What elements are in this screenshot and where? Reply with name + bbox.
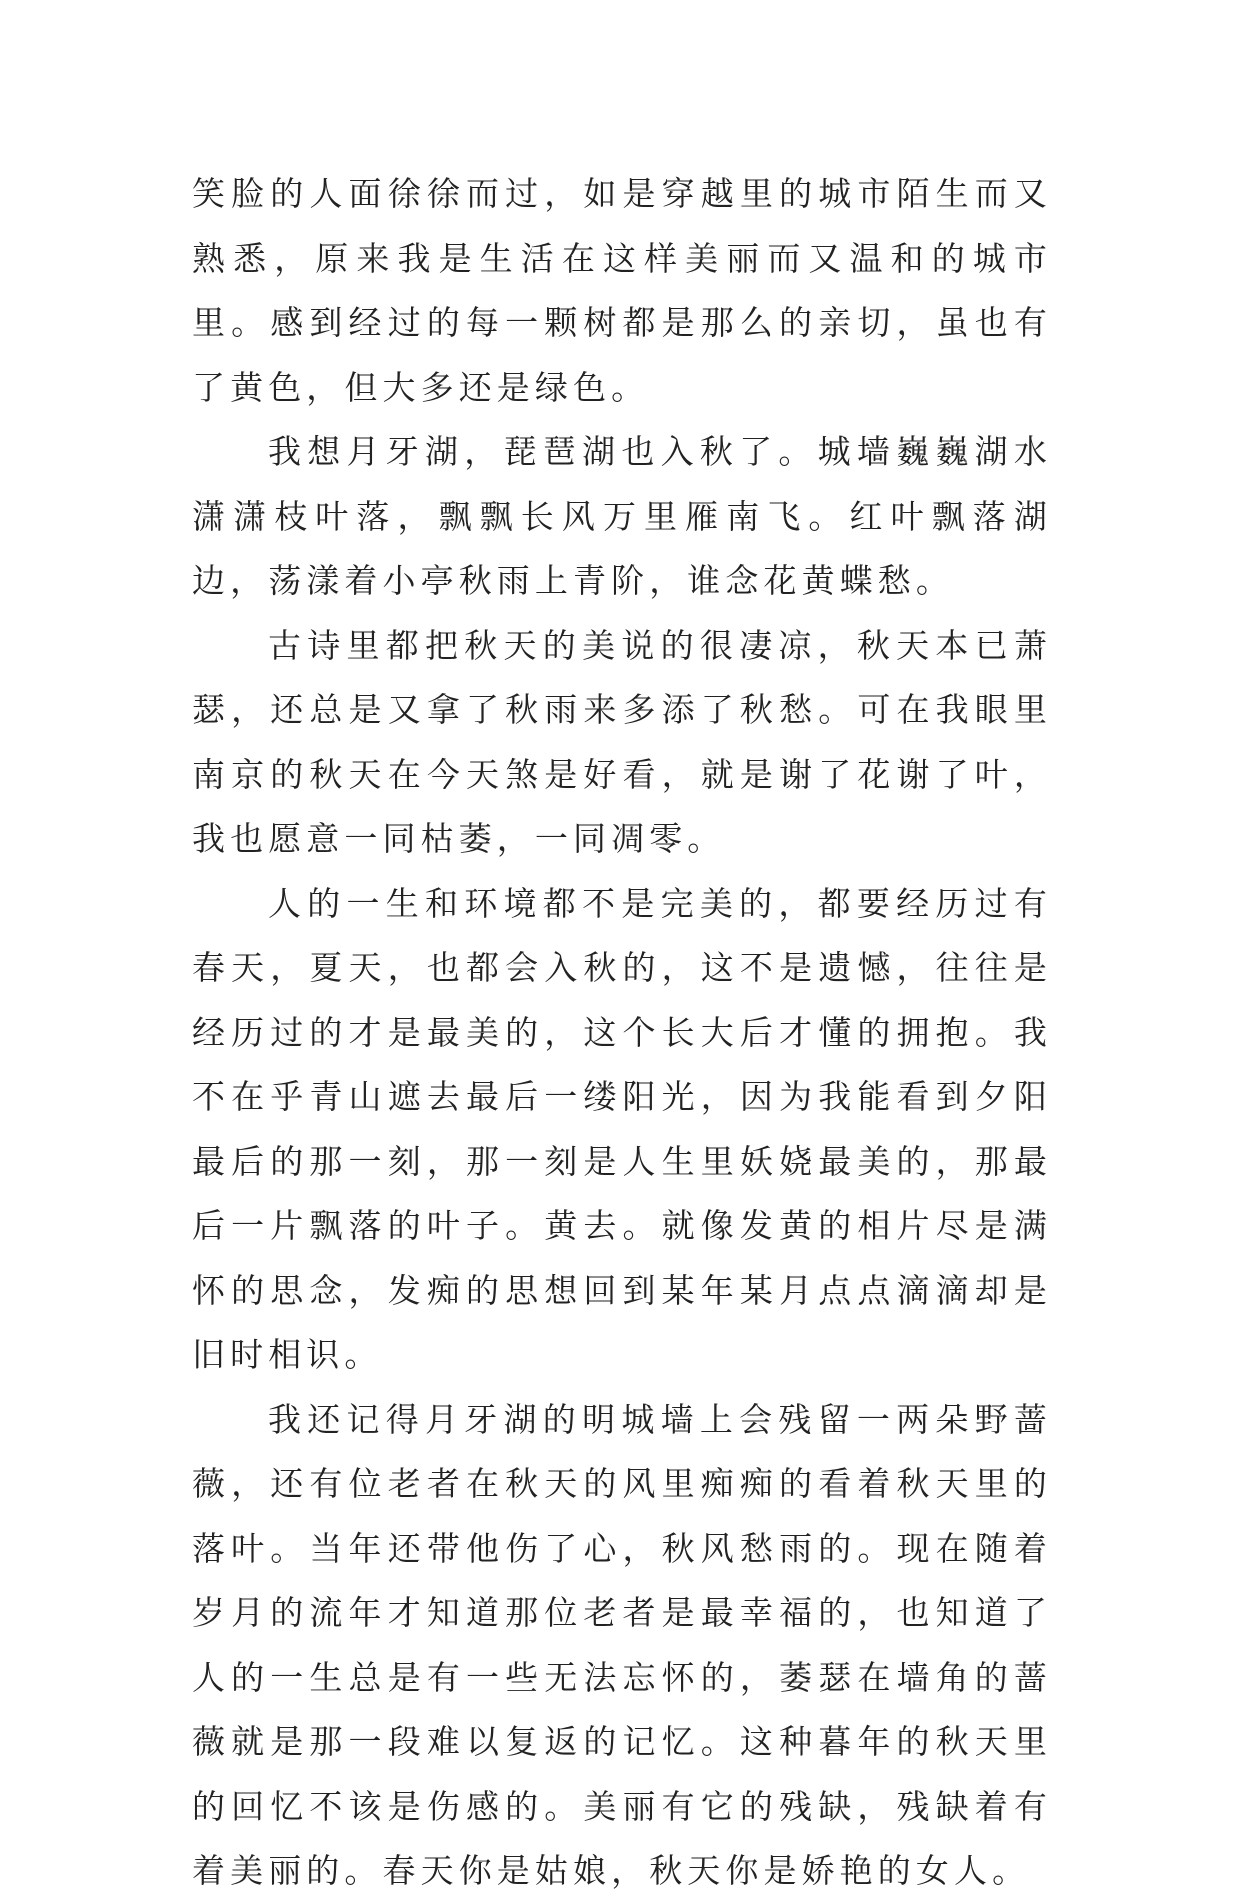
document-body: [192, 162, 1052, 1904]
paragraph-2: 我想月牙湖，琵琶湖也入秋了。城墙巍巍湖水潇潇枝叶落，飘飘长风万里雁南飞。红叶飘落湖边，荡漾着小亭秋雨上青阶，谁念花黄蝶愁。: [192, 432, 1052, 600]
paragraph-5: 我还记得月牙湖的明城墙上会残留一两朵野蔷薇，还有位老者在秋天的风里痴痴的看着秋天里的落叶。当年还带他伤了心，秋风愁雨的。现在随着岁月的流年才知道那位老者是最幸福的，也知道了人的一生总是有一些无法忘怀的，萎瑟在墙角的蔷薇就是那一段难以复返的记忆。这种暮年的秋天里的回忆不该是伤感的。美丽有它的残缺，残缺着有着美丽的。春天你是姑娘，秋天你是娇艳的女人。: [192, 1399, 1052, 1890]
paragraph-1: 笑脸的人面徐徐而过，如是穿越里的城市陌生而又熟悉，原来我是生活在这样美丽而又温和的城市里。感到经过的每一颗树都是那么的亲切，虽也有了黄色，但大多还是绿色。: [192, 174, 1052, 407]
paragraph-4: 人的一生和环境都不是完美的，都要经历过有春天，夏天，也都会入秋的，这不是遗憾，往往是经历过的才是最美的，这个长大后才懂的拥抱。我不在乎青山遮去最后一缕阳光，因为我能看到夕阳最后的那一刻，那一刻是人生里妖娆最美的，那最后一片飘落的叶子。黄去。就像发黄的相片尽是满怀的思念，发痴的思想回到某年某月点点滴滴却是旧时相识。: [192, 883, 1052, 1374]
paragraph-3: 古诗里都把秋天的美说的很凄凉，秋天本已萧瑟，还总是又拿了秋雨来多添了秋愁。可在我眼里南京的秋天在今天煞是好看，就是谢了花谢了叶，我也愿意一同枯萎，一同凋零。: [192, 625, 1052, 858]
